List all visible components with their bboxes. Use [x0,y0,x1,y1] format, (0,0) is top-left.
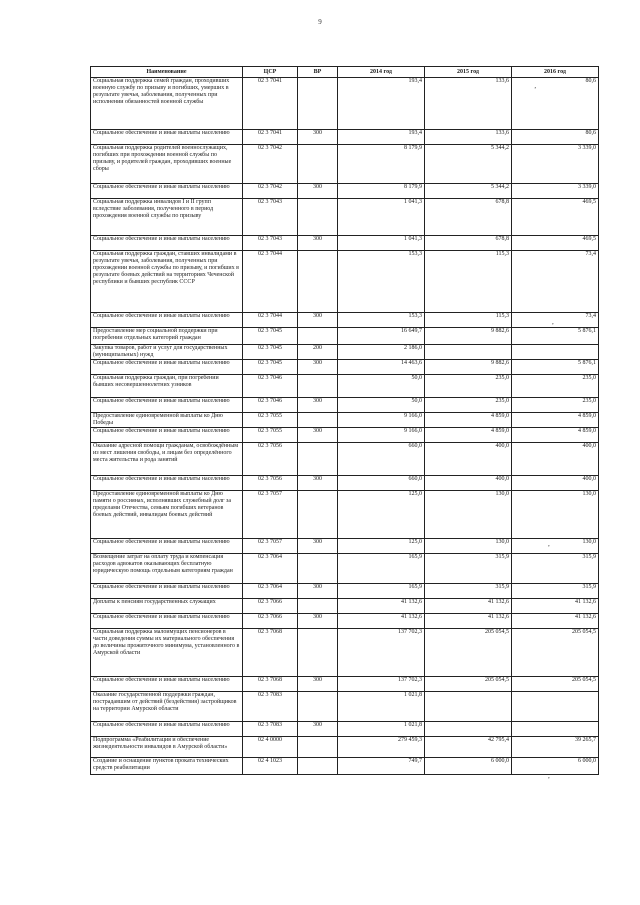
row-vr-cell [298,145,338,184]
row-csr-cell: 02 3 7044 [243,313,298,328]
table-row [91,78,599,130]
row-csr-cell: 02 3 7066 [243,599,298,614]
row-name-cell: Подпрограмма «Реабилитация и обеспечение жизнедеятельности инвалидов в Амурской области» [91,737,243,758]
table-row [91,677,599,692]
row-2015-cell: 133,6 [425,130,512,145]
row-vr-cell: 300 [298,236,338,251]
row-2015-cell: 205 054,5 [425,629,512,677]
row-vr-cell: 300 [298,428,338,443]
row-2015-cell: 115,3 [425,313,512,328]
row-2015-cell: 42 795,4 [425,737,512,758]
row-vr-cell: 300 [298,539,338,554]
table-row [91,629,599,677]
row-name-cell: Доплаты к пенсиям государственных служащих [91,599,243,614]
row-vr-cell [298,737,338,758]
row-2014-cell: 1 041,3 [338,199,425,236]
row-2016-cell: 469,5 [512,199,599,236]
row-name-cell: Оказание адресной помощи гражданам, освобождённым из мест лишения свободы, и лицам без определённого места жительства и рода занятий [91,443,243,476]
row-2015-cell: 205 054,5 [425,677,512,692]
row-name-cell: Социальная поддержка граждан, ставших инвалидами в результате увечья, заболевания, полученных при прохождении военной службы по призыву, и погибших в результате боевых действий на территориях Чеченской республики и бывших республик СССР [91,251,243,313]
table-row [91,413,599,428]
row-2015-cell: 41 132,6 [425,599,512,614]
row-2014-cell: 41 132,6 [338,599,425,614]
row-vr-cell: 300 [298,130,338,145]
row-2015-cell: 9 882,6 [425,360,512,375]
row-2015-cell: 315,9 [425,554,512,584]
row-vr-cell [298,629,338,677]
row-name-cell: Социальное обеспечение и иные выплаты населению [91,398,243,413]
table-row [91,539,599,554]
header-2014: 2014 год [338,67,425,78]
table-row [91,345,599,360]
row-vr-cell: 300 [298,313,338,328]
table-row [91,692,599,722]
row-csr-cell: 02 3 7066 [243,614,298,629]
row-2014-cell: 153,3 [338,313,425,328]
row-2016-cell: 315,9 [512,584,599,599]
row-2016-cell: 41 132,6 [512,614,599,629]
table-row [91,554,599,584]
row-name-cell: Предоставление единовременной выплаты ко Дню памяти о россиянах, исполнявших служебный долг за пределами Отечества, семьям погибших ветеранов боевых действий, инвалидам боевых действий [91,491,243,539]
row-name-cell: Оказание государственной поддержки граждан, пострадавшим от действий (бездействия) застройщиков на территории Амурской области [91,692,243,722]
table-row [91,398,599,413]
table-row [91,476,599,491]
row-2015-cell: 41 132,6 [425,614,512,629]
row-vr-cell [298,251,338,313]
row-name-cell: Закупка товаров, работ и услуг для государственных (муниципальных) нужд [91,345,243,360]
row-name-cell: Социальное обеспечение и иные выплаты населению [91,428,243,443]
row-2014-cell: 14 463,6 [338,360,425,375]
row-csr-cell: 02 3 7046 [243,375,298,398]
row-2015-cell: 400,0 [425,476,512,491]
table-row [91,360,599,375]
row-2014-cell: 9 166,0 [338,413,425,428]
row-2014-cell: 2 186,0 [338,345,425,360]
row-2016-cell: 39 265,7 [512,737,599,758]
row-vr-cell: 300 [298,584,338,599]
row-2014-cell: 279 459,3 [338,737,425,758]
row-2016-cell: 5 876,1 [512,328,599,345]
row-csr-cell: 02 3 7045 [243,328,298,345]
table-row [91,722,599,737]
table-row [91,145,599,184]
row-2014-cell: 1 041,3 [338,236,425,251]
row-2015-cell: 130,0 [425,491,512,539]
row-2016-cell [512,345,599,360]
row-csr-cell: 02 3 7044 [243,251,298,313]
row-csr-cell: 02 3 7064 [243,554,298,584]
header-vr: ВР [298,67,338,78]
row-2014-cell: 41 132,6 [338,614,425,629]
row-2016-cell: 205 054,5 [512,629,599,677]
row-2014-cell: 165,9 [338,554,425,584]
row-name-cell: Социальное обеспечение и иные выплаты населению [91,313,243,328]
row-csr-cell: 02 3 7056 [243,476,298,491]
row-csr-cell: 02 3 7055 [243,428,298,443]
row-name-cell: Социальное обеспечение и иные выплаты населению [91,539,243,554]
row-2016-cell: 6 000,0 [512,758,599,775]
row-vr-cell [298,375,338,398]
row-2014-cell: 165,9 [338,584,425,599]
table-row [91,236,599,251]
row-vr-cell: 300 [298,476,338,491]
table-row [91,251,599,313]
row-2015-cell: 235,0 [425,375,512,398]
row-vr-cell: 300 [298,360,338,375]
row-name-cell: Социальное обеспечение и иные выплаты населению [91,722,243,737]
table-row [91,313,599,328]
row-vr-cell [298,554,338,584]
row-vr-cell: 300 [298,184,338,199]
row-csr-cell: 02 3 7064 [243,584,298,599]
row-2016-cell: 41 132,6 [512,599,599,614]
row-2014-cell: 1 021,8 [338,692,425,722]
row-csr-cell: 02 3 7041 [243,130,298,145]
row-2014-cell: 749,7 [338,758,425,775]
row-2014-cell: 137 702,3 [338,629,425,677]
table-row [91,375,599,398]
row-vr-cell: 300 [298,677,338,692]
row-2015-cell: 678,8 [425,199,512,236]
table-row [91,130,599,145]
row-2016-cell: 130,0 [512,491,599,539]
row-2015-cell: 5 344,2 [425,145,512,184]
row-2015-cell [425,692,512,722]
row-2016-cell: 4 859,0 [512,428,599,443]
row-2016-cell [512,692,599,722]
row-csr-cell: 02 3 7056 [243,443,298,476]
pen-mark: ’ [534,86,537,94]
row-2016-cell: 469,5 [512,236,599,251]
row-csr-cell: 02 3 7055 [243,413,298,428]
row-vr-cell: 200 [298,345,338,360]
table-header-row [91,67,599,78]
row-2015-cell: 133,6 [425,78,512,130]
row-csr-cell: 02 3 7042 [243,145,298,184]
row-vr-cell: 300 [298,398,338,413]
row-csr-cell: 02 3 7041 [243,78,298,130]
row-2015-cell: 6 000,0 [425,758,512,775]
row-2016-cell: 73,4 [512,251,599,313]
row-2014-cell: 660,0 [338,476,425,491]
row-2016-cell: 235,0 [512,375,599,398]
table-row [91,737,599,758]
row-2014-cell: 9 166,0 [338,428,425,443]
row-2014-cell: 137 702,3 [338,677,425,692]
row-csr-cell: 02 4 0000 [243,737,298,758]
header-2015: 2015 год [425,67,512,78]
row-2015-cell [425,722,512,737]
row-csr-cell: 02 3 7068 [243,677,298,692]
row-name-cell: Социальное обеспечение и иные выплаты населению [91,130,243,145]
row-2015-cell [425,345,512,360]
row-2016-cell: 80,6 [512,130,599,145]
row-vr-cell [298,328,338,345]
row-name-cell: Социальная поддержка малоимущих пенсионеров в части доведения суммы их материального обеспечения до величины прожиточного минимума, установленного в Амурской области [91,629,243,677]
row-2014-cell: 125,0 [338,539,425,554]
row-2016-cell: 4 859,0 [512,413,599,428]
row-name-cell: Социальная поддержка инвалидов I и II групп вследствие заболевания, полученного в период прохождения военной службы по призыву [91,199,243,236]
header-2016: 2016 год [512,67,599,78]
row-2014-cell: 193,4 [338,130,425,145]
row-2016-cell: 315,9 [512,554,599,584]
row-csr-cell: 02 3 7083 [243,722,298,737]
row-csr-cell: 02 3 7068 [243,629,298,677]
row-vr-cell [298,692,338,722]
row-name-cell: Социальное обеспечение и иные выплаты населению [91,360,243,375]
header-csr: ЦСР [243,67,298,78]
table-row [91,443,599,476]
row-vr-cell [298,491,338,539]
row-name-cell: Предоставление единовременной выплаты ко Дню Победы [91,413,243,428]
row-2016-cell: 235,0 [512,398,599,413]
row-name-cell: Социальная поддержка семей граждан, проходивших военную службу по призыву и погибших, умерших в результате увечья, заболевания, полученных при исполнении обязанностей военной службы [91,78,243,130]
row-2014-cell: 8 179,9 [338,145,425,184]
table-row [91,428,599,443]
row-2015-cell: 315,9 [425,584,512,599]
row-vr-cell [298,78,338,130]
row-2014-cell: 125,0 [338,491,425,539]
row-csr-cell: 02 3 7042 [243,184,298,199]
row-2015-cell: 400,0 [425,443,512,476]
row-2015-cell: 9 882,6 [425,328,512,345]
row-2016-cell: 80,6 [512,78,599,130]
row-vr-cell [298,413,338,428]
row-2016-cell: 205 054,5 [512,677,599,692]
table-row [91,584,599,599]
row-2014-cell: 50,0 [338,375,425,398]
row-vr-cell [298,199,338,236]
row-csr-cell: 02 3 7046 [243,398,298,413]
row-name-cell: Возмещение затрат на оплату труда и компенсация расходов адвокатов оказывающих бесплатную юридическую помощь отдельным категориям граждан [91,554,243,584]
row-2016-cell: 400,0 [512,443,599,476]
table-row [91,614,599,629]
row-name-cell: Предоставление мер социальной поддержки при погребении отдельных категорий граждан [91,328,243,345]
row-2015-cell: 5 344,2 [425,184,512,199]
row-csr-cell: 02 3 7043 [243,236,298,251]
table-row [91,184,599,199]
table-row [91,758,599,775]
row-2015-cell: 4 859,0 [425,428,512,443]
budget-table [90,66,599,775]
row-2015-cell: 4 859,0 [425,413,512,428]
row-2014-cell: 50,0 [338,398,425,413]
row-name-cell: Социальное обеспечение и иные выплаты населению [91,476,243,491]
row-vr-cell [298,758,338,775]
row-csr-cell: 02 3 7045 [243,345,298,360]
row-name-cell: Социальное обеспечение и иные выплаты населению [91,236,243,251]
row-name-cell: Создание и оснащение пунктов проката технических средств реабилитации [91,758,243,775]
row-2014-cell: 660,0 [338,443,425,476]
table-row [91,599,599,614]
row-2016-cell: 5 876,1 [512,360,599,375]
row-vr-cell [298,599,338,614]
row-2016-cell: 400,0 [512,476,599,491]
row-name-cell: Социальное обеспечение и иные выплаты населению [91,614,243,629]
row-2014-cell: 193,4 [338,78,425,130]
row-vr-cell [298,443,338,476]
page-number: 9 [318,18,322,26]
row-csr-cell: 02 3 7057 [243,539,298,554]
row-name-cell: Социальное обеспечение и иные выплаты населению [91,184,243,199]
row-2016-cell: 3 339,0 [512,145,599,184]
row-2016-cell [512,722,599,737]
row-name-cell: Социальное обеспечение и иные выплаты населению [91,677,243,692]
row-vr-cell: 300 [298,614,338,629]
row-csr-cell: 02 4 1023 [243,758,298,775]
pen-mark: , [548,540,550,548]
row-csr-cell: 02 3 7083 [243,692,298,722]
row-2014-cell: 153,3 [338,251,425,313]
header-name: Наименование [91,67,243,78]
row-2015-cell: 235,0 [425,398,512,413]
row-csr-cell: 02 3 7043 [243,199,298,236]
row-2016-cell: 73,4 [512,313,599,328]
row-2016-cell: 130,0 [512,539,599,554]
table-row [91,199,599,236]
row-csr-cell: 02 3 7045 [243,360,298,375]
row-2014-cell: 8 179,9 [338,184,425,199]
row-csr-cell: 02 3 7057 [243,491,298,539]
pen-mark: , [552,318,554,326]
row-2015-cell: 130,0 [425,539,512,554]
row-2016-cell: 3 339,0 [512,184,599,199]
row-name-cell: Социальная поддержка граждан, при погребении бывших несовершеннолетних узников [91,375,243,398]
table-row [91,491,599,539]
row-2015-cell: 678,8 [425,236,512,251]
pen-mark: , [548,772,550,780]
row-2014-cell: 16 649,7 [338,328,425,345]
row-name-cell: Социальная поддержка родителей военнослужащих, погибших при прохождении военной службы по призыву, и родителей граждан, проходивших военные сборы [91,145,243,184]
table-row [91,328,599,345]
row-name-cell: Социальное обеспечение и иные выплаты населению [91,584,243,599]
row-vr-cell: 300 [298,722,338,737]
row-2014-cell: 1 021,8 [338,722,425,737]
row-2015-cell: 115,3 [425,251,512,313]
